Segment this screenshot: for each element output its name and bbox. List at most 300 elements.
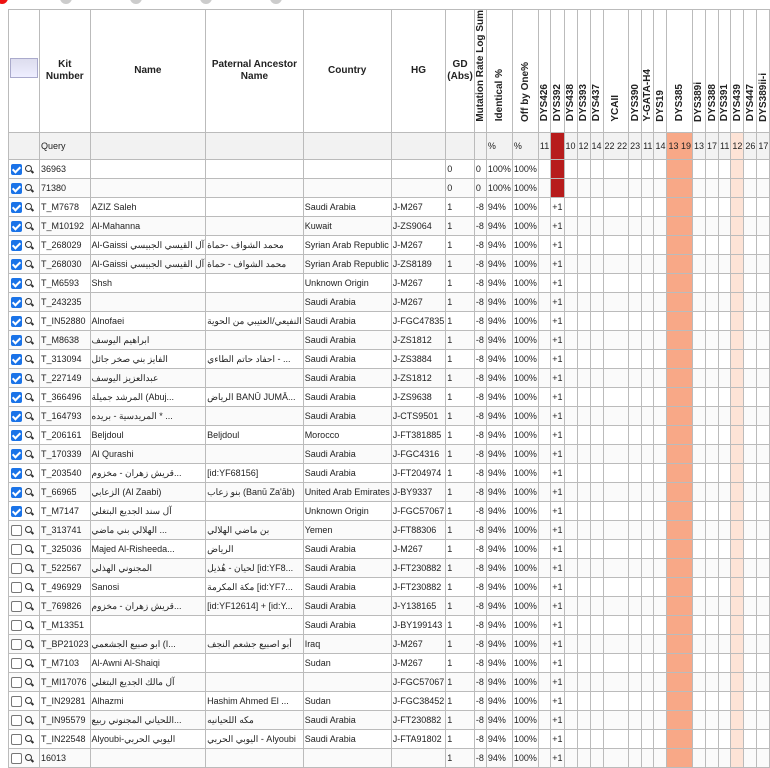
table-row xyxy=(9,672,770,691)
mutation-cell: -8 xyxy=(474,406,486,425)
country-cell: Saudi Arabia xyxy=(303,444,391,463)
marker-cell xyxy=(706,387,719,406)
marker-cell xyxy=(744,444,757,463)
marker-cell xyxy=(744,216,757,235)
checkbox-icon[interactable] xyxy=(11,373,22,384)
marker-cell xyxy=(629,406,642,425)
marker-cell xyxy=(538,748,550,767)
kit-number-cell[interactable]: T_IN52880 xyxy=(40,311,91,330)
magnifier-icon[interactable] xyxy=(25,507,32,514)
ancestor-cell: [id:YF12614] + [id:Y... xyxy=(206,596,304,615)
magnifier-icon[interactable] xyxy=(25,355,32,362)
query-marker-value: 13 19 xyxy=(667,132,693,159)
col-marker[interactable]: DYS19 xyxy=(654,10,667,133)
kit-number-cell[interactable]: T_IN29281 xyxy=(40,691,91,710)
marker-cell xyxy=(629,216,642,235)
marker-cell xyxy=(744,406,757,425)
marker-cell xyxy=(667,672,693,691)
marker-cell xyxy=(731,653,744,672)
table-row xyxy=(9,520,770,539)
magnifier-icon[interactable] xyxy=(25,431,32,438)
magnifier-icon[interactable] xyxy=(25,203,32,210)
query-pct: % xyxy=(512,132,538,159)
kit-number-cell[interactable]: T_203540 xyxy=(40,463,91,482)
mutation-cell: -8 xyxy=(474,444,486,463)
table-row xyxy=(9,463,770,482)
marker-cell xyxy=(642,691,654,710)
col-marker[interactable]: DYS385 xyxy=(667,10,693,133)
col-marker[interactable]: DYS439 xyxy=(731,10,744,133)
gd-cell: 1 xyxy=(446,330,475,349)
col-identical[interactable]: Identical % xyxy=(486,10,512,133)
checkbox-icon[interactable] xyxy=(11,449,22,460)
checkbox-icon[interactable] xyxy=(11,221,22,232)
hg-cell xyxy=(391,159,446,178)
marker-cell xyxy=(577,444,590,463)
magnifier-icon[interactable] xyxy=(25,279,32,286)
marker-cell xyxy=(603,482,629,501)
marker-cell xyxy=(692,710,705,729)
hg-cell: J-FGC4316 xyxy=(391,444,446,463)
marker-cell xyxy=(590,387,603,406)
identical-cell: 94% xyxy=(486,254,512,273)
magnifier-icon[interactable] xyxy=(25,602,32,609)
hg-cell: J-FT230882 xyxy=(391,577,446,596)
kit-number-cell[interactable]: T_769826 xyxy=(40,596,91,615)
marker-diff-cell: +1 xyxy=(551,482,564,501)
kit-number-cell[interactable]: T_522567 xyxy=(40,558,91,577)
name-cell xyxy=(90,178,206,197)
magnifier-icon[interactable] xyxy=(25,564,32,571)
col-marker[interactable]: DYS388 xyxy=(706,10,719,133)
marker-cell xyxy=(692,672,705,691)
marker-cell xyxy=(719,653,731,672)
gd-cell: 1 xyxy=(446,596,475,615)
kit-number-cell[interactable]: T_M13351 xyxy=(40,615,91,634)
mutation-cell: -8 xyxy=(474,254,486,273)
marker-cell xyxy=(706,710,719,729)
marker-cell xyxy=(719,615,731,634)
kit-number-cell[interactable]: 16013 xyxy=(40,748,91,767)
col-marker[interactable]: DYS426 xyxy=(538,10,550,133)
kit-number-cell[interactable]: T_IN95579 xyxy=(40,710,91,729)
kit-number-cell[interactable]: T_M6593 xyxy=(40,273,91,292)
marker-cell xyxy=(667,406,693,425)
marker-cell xyxy=(654,558,667,577)
ancestor-cell xyxy=(206,292,304,311)
country-cell: Saudi Arabia xyxy=(303,729,391,748)
name-cell: الفايز بني صخر جائل xyxy=(90,349,206,368)
checkbox-icon[interactable] xyxy=(11,582,22,593)
marker-cell xyxy=(706,596,719,615)
magnifier-icon[interactable] xyxy=(25,583,32,590)
name-cell xyxy=(90,159,206,178)
kit-image-icon xyxy=(10,58,38,78)
mutation-cell: -8 xyxy=(474,501,486,520)
col-marker[interactable]: DYS389i xyxy=(692,10,705,133)
marker-cell xyxy=(719,235,731,254)
kit-number-cell[interactable]: T_268030 xyxy=(40,254,91,273)
marker-cell xyxy=(654,178,667,197)
marker-cell xyxy=(731,710,744,729)
marker-cell xyxy=(538,672,550,691)
marker-diff-cell: +1 xyxy=(551,672,564,691)
country-cell: Yemen xyxy=(303,520,391,539)
marker-cell xyxy=(590,235,603,254)
marker-cell xyxy=(744,311,757,330)
kit-number-cell[interactable]: T_227149 xyxy=(40,368,91,387)
off-by-one-cell: 100% xyxy=(512,254,538,273)
marker-cell xyxy=(744,596,757,615)
magnifier-icon[interactable] xyxy=(25,697,32,704)
checkbox-icon[interactable] xyxy=(11,601,22,612)
hg-cell: J-FT230882 xyxy=(391,558,446,577)
magnifier-icon[interactable] xyxy=(25,716,32,723)
marker-cell xyxy=(603,463,629,482)
kit-number-cell[interactable]: T_268029 xyxy=(40,235,91,254)
magnifier-icon[interactable] xyxy=(25,184,32,191)
checkbox-icon[interactable] xyxy=(11,544,22,555)
marker-cell xyxy=(731,216,744,235)
marker-cell xyxy=(603,235,629,254)
off-by-one-cell: 100% xyxy=(512,368,538,387)
magnifier-icon[interactable] xyxy=(25,735,32,742)
ancestor-cell: مكة المكرمة [id:YF7... xyxy=(206,577,304,596)
checkbox-icon[interactable] xyxy=(11,316,22,327)
marker-cell xyxy=(642,539,654,558)
col-marker[interactable]: DYS447 xyxy=(744,10,757,133)
magnifier-icon[interactable] xyxy=(25,545,32,552)
marker-cell xyxy=(719,577,731,596)
country-cell: Saudi Arabia xyxy=(303,311,391,330)
query-marker-value: 14 xyxy=(590,132,603,159)
marker-cell xyxy=(667,159,693,178)
magnifier-icon[interactable] xyxy=(25,241,32,248)
marker-cell xyxy=(603,425,629,444)
checkbox-icon[interactable] xyxy=(11,696,22,707)
row-actions xyxy=(9,729,40,748)
kit-number-cell[interactable]: T_M7678 xyxy=(40,197,91,216)
marker-cell xyxy=(603,672,629,691)
kit-number-cell[interactable]: T_M8638 xyxy=(40,330,91,349)
kit-number-cell[interactable]: T_M7103 xyxy=(40,653,91,672)
marker-cell xyxy=(564,330,577,349)
marker-cell xyxy=(577,501,590,520)
country-cell xyxy=(303,159,391,178)
name-cell: اللحياني المجنوني ربيع... xyxy=(90,710,206,729)
magnifier-icon[interactable] xyxy=(25,317,32,324)
marker-cell xyxy=(667,501,693,520)
checkbox-icon[interactable] xyxy=(11,639,22,650)
checkbox-icon[interactable] xyxy=(11,715,22,726)
identical-cell: 94% xyxy=(486,444,512,463)
checkbox-icon[interactable] xyxy=(11,658,22,669)
marker-cell xyxy=(538,482,550,501)
col-marker[interactable]: DYS392 xyxy=(551,10,564,133)
marker-cell xyxy=(654,330,667,349)
magnifier-icon[interactable] xyxy=(25,488,32,495)
kit-number-cell[interactable]: T_313741 xyxy=(40,520,91,539)
col-marker[interactable]: DYS393 xyxy=(577,10,590,133)
col-name[interactable]: Name xyxy=(90,10,206,133)
col-ancestor[interactable]: Paternal Ancestor Name xyxy=(206,10,304,133)
checkbox-icon[interactable] xyxy=(11,164,22,175)
kit-number-cell[interactable]: T_243235 xyxy=(40,292,91,311)
kit-number-cell[interactable]: 71380 xyxy=(40,178,91,197)
marker-cell xyxy=(667,710,693,729)
kit-number-cell[interactable]: 36963 xyxy=(40,159,91,178)
checkbox-icon[interactable] xyxy=(11,677,22,688)
marker-cell xyxy=(590,539,603,558)
marker-cell xyxy=(603,444,629,463)
identical-cell: 94% xyxy=(486,387,512,406)
checkbox-icon[interactable] xyxy=(11,753,22,764)
marker-cell xyxy=(590,273,603,292)
col-marker[interactable]: DYS391 xyxy=(719,10,731,133)
marker-cell xyxy=(719,463,731,482)
marker-cell xyxy=(564,520,577,539)
table-row xyxy=(9,501,770,520)
kit-number-cell[interactable]: T_66965 xyxy=(40,482,91,501)
identical-cell: 94% xyxy=(486,368,512,387)
marker-cell xyxy=(538,653,550,672)
ancestor-cell: أبو اصبيع جشعم النجف xyxy=(206,634,304,653)
col-marker[interactable]: DYS437 xyxy=(590,10,603,133)
col-gd[interactable]: GD (Abs) xyxy=(446,10,475,133)
ancestor-cell xyxy=(206,444,304,463)
magnifier-icon[interactable] xyxy=(25,165,32,172)
col-country[interactable]: Country xyxy=(303,10,391,133)
ancestor-cell xyxy=(206,615,304,634)
country-cell: Saudi Arabia xyxy=(303,710,391,729)
marker-cell xyxy=(719,501,731,520)
ancestor-cell xyxy=(206,330,304,349)
marker-cell xyxy=(757,349,770,368)
query-empty xyxy=(9,132,40,159)
checkbox-icon[interactable] xyxy=(11,240,22,251)
kit-number-cell[interactable]: T_366496 xyxy=(40,387,91,406)
checkbox-icon[interactable] xyxy=(11,183,22,194)
magnifier-icon[interactable] xyxy=(25,450,32,457)
checkbox-icon[interactable] xyxy=(11,525,22,536)
marker-diff-cell: +1 xyxy=(551,729,564,748)
off-by-one-cell: 100% xyxy=(512,463,538,482)
checkbox-icon[interactable] xyxy=(11,392,22,403)
marker-diff-cell: +1 xyxy=(551,520,564,539)
mutation-cell: -8 xyxy=(474,197,486,216)
gd-cell: 1 xyxy=(446,254,475,273)
magnifier-icon[interactable] xyxy=(25,412,32,419)
marker-cell xyxy=(629,387,642,406)
marker-cell xyxy=(590,292,603,311)
checkbox-icon[interactable] xyxy=(11,620,22,631)
marker-cell xyxy=(577,729,590,748)
marker-cell xyxy=(719,634,731,653)
magnifier-icon[interactable] xyxy=(25,659,32,666)
marker-cell xyxy=(538,330,550,349)
marker-cell xyxy=(706,520,719,539)
table-row xyxy=(9,425,770,444)
checkbox-icon[interactable] xyxy=(11,335,22,346)
magnifier-icon[interactable] xyxy=(25,298,32,305)
off-by-one-cell: 100% xyxy=(512,634,538,653)
checkbox-icon[interactable] xyxy=(11,202,22,213)
gray-dot-icon xyxy=(270,0,282,4)
hg-cell: J-FT88306 xyxy=(391,520,446,539)
marker-cell xyxy=(731,368,744,387)
marker-cell xyxy=(731,330,744,349)
hg-cell: J-BY199143 xyxy=(391,615,446,634)
marker-cell xyxy=(642,254,654,273)
magnifier-icon[interactable] xyxy=(25,621,32,628)
gd-cell: 1 xyxy=(446,273,475,292)
col-marker[interactable]: Y-GATA-H4 xyxy=(642,10,654,133)
marker-cell xyxy=(692,634,705,653)
kit-number-cell[interactable]: T_313094 xyxy=(40,349,91,368)
checkbox-icon[interactable] xyxy=(11,259,22,270)
row-actions xyxy=(9,596,40,615)
col-marker[interactable]: YCAII xyxy=(603,10,629,133)
kit-number-cell[interactable]: T_M10192 xyxy=(40,216,91,235)
marker-diff-cell: +1 xyxy=(551,653,564,672)
marker-cell xyxy=(731,691,744,710)
marker-cell xyxy=(692,235,705,254)
col-kit-number[interactable]: Kit Number xyxy=(40,10,91,133)
col-mutation-rate[interactable]: Mutation Rate Log Sum xyxy=(474,10,486,133)
magnifier-icon[interactable] xyxy=(25,678,32,685)
marker-cell xyxy=(757,216,770,235)
marker-cell xyxy=(603,558,629,577)
marker-cell xyxy=(744,235,757,254)
marker-cell xyxy=(731,463,744,482)
marker-cell xyxy=(757,387,770,406)
marker-cell xyxy=(731,444,744,463)
marker-cell xyxy=(538,159,550,178)
marker-cell xyxy=(757,539,770,558)
checkbox-icon[interactable] xyxy=(11,563,22,574)
marker-cell xyxy=(590,577,603,596)
marker-cell xyxy=(654,406,667,425)
magnifier-icon[interactable] xyxy=(25,222,32,229)
marker-cell xyxy=(590,748,603,767)
magnifier-icon[interactable] xyxy=(25,469,32,476)
mutation-cell: -8 xyxy=(474,349,486,368)
kit-number-cell[interactable]: T_496929 xyxy=(40,577,91,596)
checkbox-icon[interactable] xyxy=(11,468,22,479)
marker-cell xyxy=(642,444,654,463)
identical-cell: 94% xyxy=(486,748,512,767)
marker-cell xyxy=(719,710,731,729)
checkbox-icon[interactable] xyxy=(11,411,22,422)
marker-cell xyxy=(538,558,550,577)
col-off-by-one[interactable]: Off by One% xyxy=(512,10,538,133)
off-by-one-cell: 100% xyxy=(512,653,538,672)
marker-cell xyxy=(719,672,731,691)
marker-diff-cell: +1 xyxy=(551,330,564,349)
magnifier-icon[interactable] xyxy=(25,754,32,761)
kit-number-cell[interactable]: T_164793 xyxy=(40,406,91,425)
marker-cell xyxy=(692,425,705,444)
checkbox-icon[interactable] xyxy=(11,278,22,289)
col-marker[interactable]: DYS438 xyxy=(564,10,577,133)
marker-cell xyxy=(603,330,629,349)
marker-cell xyxy=(757,729,770,748)
kit-number-cell[interactable]: T_BP21023 xyxy=(40,634,91,653)
marker-cell xyxy=(731,748,744,767)
off-by-one-cell: 100% xyxy=(512,596,538,615)
marker-cell xyxy=(692,596,705,615)
off-by-one-cell: 100% xyxy=(512,292,538,311)
marker-cell xyxy=(706,615,719,634)
kit-number-cell[interactable]: T_325036 xyxy=(40,539,91,558)
checkbox-icon[interactable] xyxy=(11,506,22,517)
marker-diff-cell: +1 xyxy=(551,615,564,634)
marker-cell xyxy=(719,444,731,463)
checkbox-icon[interactable] xyxy=(11,354,22,365)
marker-cell xyxy=(538,425,550,444)
marker-cell xyxy=(577,577,590,596)
off-by-one-cell: 100% xyxy=(512,520,538,539)
magnifier-icon[interactable] xyxy=(25,640,32,647)
magnifier-icon[interactable] xyxy=(25,374,32,381)
checkbox-icon[interactable] xyxy=(11,430,22,441)
row-actions xyxy=(9,634,40,653)
checkbox-icon[interactable] xyxy=(11,487,22,498)
marker-cell xyxy=(577,482,590,501)
kit-number-cell[interactable]: T_206161 xyxy=(40,425,91,444)
marker-cell xyxy=(603,577,629,596)
marker-cell xyxy=(654,425,667,444)
magnifier-icon[interactable] xyxy=(25,526,32,533)
off-by-one-cell: 100% xyxy=(512,672,538,691)
ancestor-cell xyxy=(206,159,304,178)
kit-number-cell[interactable]: T_M7147 xyxy=(40,501,91,520)
marker-cell xyxy=(629,558,642,577)
marker-cell xyxy=(667,596,693,615)
marker-cell xyxy=(577,615,590,634)
marker-cell xyxy=(642,615,654,634)
mutation-cell: -8 xyxy=(474,615,486,634)
magnifier-icon[interactable] xyxy=(25,336,32,343)
marker-cell xyxy=(603,520,629,539)
marker-cell xyxy=(590,520,603,539)
kit-number-cell[interactable]: T_IN22548 xyxy=(40,729,91,748)
marker-cell xyxy=(642,368,654,387)
mutation-cell: -8 xyxy=(474,482,486,501)
marker-cell xyxy=(564,577,577,596)
table-row xyxy=(9,197,770,216)
query-pct: % xyxy=(486,132,512,159)
kit-number-cell[interactable]: T_MI17076 xyxy=(40,672,91,691)
magnifier-icon[interactable] xyxy=(25,260,32,267)
checkbox-icon[interactable] xyxy=(11,297,22,308)
hg-cell: J-BY9337 xyxy=(391,482,446,501)
marker-cell xyxy=(603,197,629,216)
col-marker[interactable]: DYS389ii-i xyxy=(757,10,770,133)
col-hg[interactable]: HG xyxy=(391,10,446,133)
kit-number-cell[interactable]: T_170339 xyxy=(40,444,91,463)
checkbox-icon[interactable] xyxy=(11,734,22,745)
marker-cell xyxy=(538,387,550,406)
name-cell: ابو صبيع الجشعمي (I... xyxy=(90,634,206,653)
marker-diff-cell: +1 xyxy=(551,406,564,425)
marker-cell xyxy=(538,349,550,368)
identical-cell: 94% xyxy=(486,425,512,444)
magnifier-icon[interactable] xyxy=(25,393,32,400)
marker-cell xyxy=(654,444,667,463)
name-cell xyxy=(90,748,206,767)
col-marker[interactable]: DYS390 xyxy=(629,10,642,133)
